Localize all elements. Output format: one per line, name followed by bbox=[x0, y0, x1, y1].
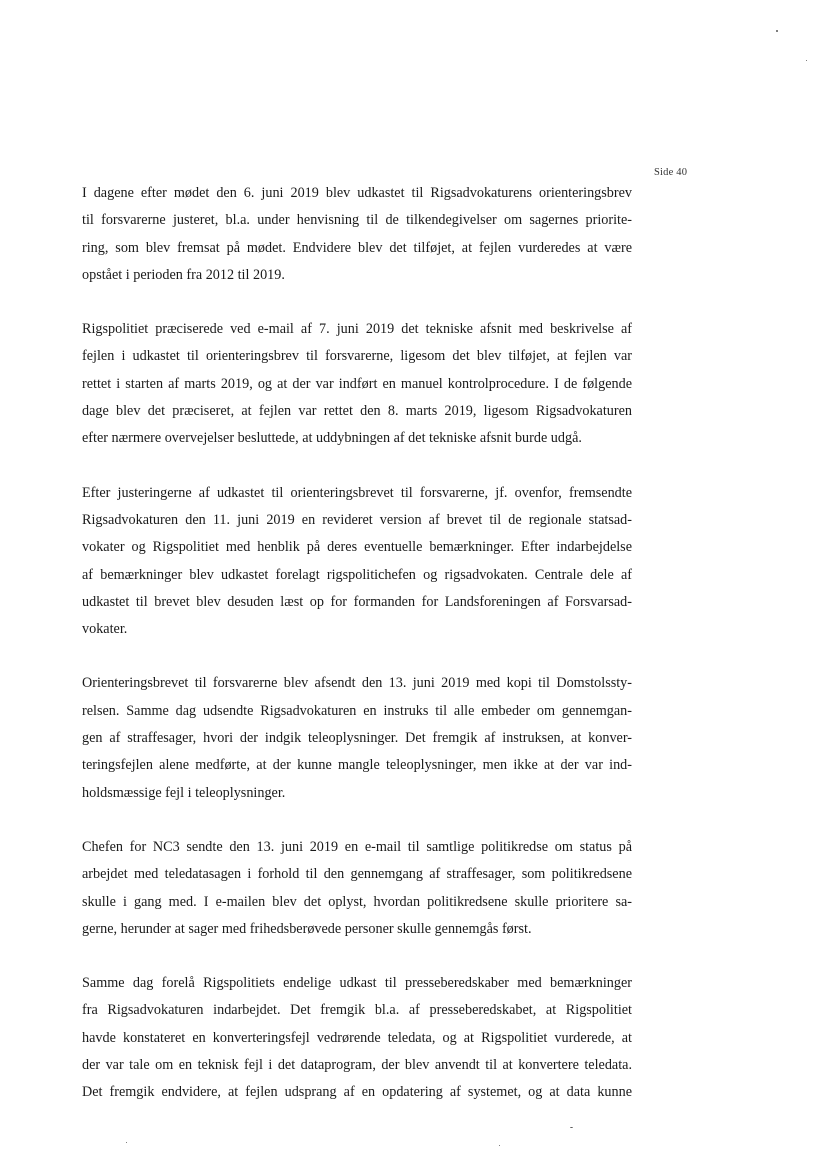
scan-speck bbox=[126, 1142, 127, 1143]
text-line: Efter justeringerne af udkastet til orienteringsbrevet til forsvarerne, jf. ovenfor, fremsendte bbox=[82, 484, 632, 501]
text-line: vokater og Rigspolitiet med henblik på deres eventuelle bemærkninger. Efter indarbejdelse bbox=[82, 539, 632, 556]
text-line: skulle i gang med. I e-mailen blev det oplyst, hvordan politikredsene skulle prioritere sa- bbox=[82, 893, 632, 910]
scan-speck bbox=[776, 30, 778, 32]
text-line: Rigsadvokaturen den 11. juni 2019 en revideret version af brevet til de regionale statsad- bbox=[82, 511, 632, 528]
paragraph-3 bbox=[82, 480, 632, 644]
text-line: Det fremgik endvidere, at fejlen udsprang af en opdatering af systemet, og at data kunne bbox=[82, 1084, 632, 1101]
text-line: Chefen for NC3 sendte den 13. juni 2019 en e-mail til samtlige politikredse om status på bbox=[82, 838, 632, 855]
paragraph-5 bbox=[82, 834, 632, 943]
text-line: der var tale om en teknisk fejl i det dataprogram, der blev anvendt til at konvertere teledata. bbox=[82, 1057, 632, 1074]
text-line: arbejdet med teledatasagen i forhold til den gennemgang af straffesager, som politikredsene bbox=[82, 866, 632, 883]
text-line: til forsvarerne justeret, bl.a. under henvisning til de tilkendegivelser om sagernes priorite- bbox=[82, 212, 632, 229]
paragraph-4 bbox=[82, 670, 632, 806]
text-line: fra Rigsadvokaturen indarbejdet. Det fremgik bl.a. af presseberedskabet, at Rigspolitiet bbox=[82, 1002, 632, 1019]
text-line: Rigspolitiet præciserede ved e-mail af 7. juni 2019 det tekniske afsnit med beskrivelse af bbox=[82, 321, 632, 338]
text-line: gen af straffesager, hvori der indgik teleoplysninger. Det fremgik af instruksen, at konver- bbox=[82, 730, 632, 747]
text-line: rettet i starten af marts 2019, og at der var indført en manuel kontrolprocedure. I de følgende bbox=[82, 375, 632, 392]
paragraph-2 bbox=[82, 316, 632, 452]
text-line: Samme dag forelå Rigspolitiets endelige udkast til presseberedskaber med bemærkninger bbox=[82, 975, 632, 992]
text-line: teringsfejlen alene medførte, at der kunne mangle teleoplysninger, men ikke at der var ind- bbox=[82, 757, 632, 774]
text-line: vokater. bbox=[82, 621, 128, 638]
page-number: Side 40 bbox=[654, 167, 688, 178]
text-line: dage blev det præciseret, at fejlen var rettet den 8. marts 2019, ligesom Rigsadvokaturen bbox=[82, 403, 632, 420]
text-line: Orienteringsbrevet til forsvarerne blev afsendt den 13. juni 2019 med kopi til Domstolssty- bbox=[82, 675, 632, 692]
text-line: holdsmæssige fejl i teleoplysninger. bbox=[82, 784, 286, 801]
text-line: opstået i perioden fra 2012 til 2019. bbox=[82, 266, 285, 283]
paragraph-1 bbox=[82, 180, 632, 289]
text-line: I dagene efter mødet den 6. juni 2019 blev udkastet til Rigsadvokaturens orienteringsbrev bbox=[82, 185, 632, 201]
text-line: relsen. Samme dag udsendte Rigsadvokaturen en instruks til alle embeder om gennemgan- bbox=[82, 702, 632, 719]
text-line: udkastet til brevet blev desuden læst op for formanden for Landsforeningen af Forsvarsad- bbox=[82, 593, 632, 610]
document-body bbox=[82, 180, 632, 1134]
scan-speck bbox=[499, 1145, 500, 1146]
text-line: havde konstateret en konverteringsfejl vedrørende teledata, og at Rigspolitiet vurderede, at bbox=[82, 1029, 632, 1046]
text-line: efter nærmere overvejelser besluttede, at uddybningen af det tekniske afsnit burde udgå. bbox=[82, 430, 582, 447]
text-line: af bemærkninger blev udkastet forelagt rigspolitichefen og rigsadvokaten. Centrale dele af bbox=[82, 566, 632, 583]
scan-speck bbox=[570, 1127, 573, 1128]
paragraph-6 bbox=[82, 970, 632, 1106]
scan-speck bbox=[806, 60, 807, 61]
text-line: gerne, herunder at sager med frihedsberøvede personer skulle gennemgås først. bbox=[82, 920, 532, 937]
text-line: fejlen i udkastet til orienteringsbrev til forsvarerne, ligesom det blev tilføjet, at fejlen var bbox=[82, 348, 632, 365]
text-line: ring, som blev fremsat på mødet. Endvidere blev det tilføjet, at fejlen vurderedes at være bbox=[82, 239, 632, 256]
